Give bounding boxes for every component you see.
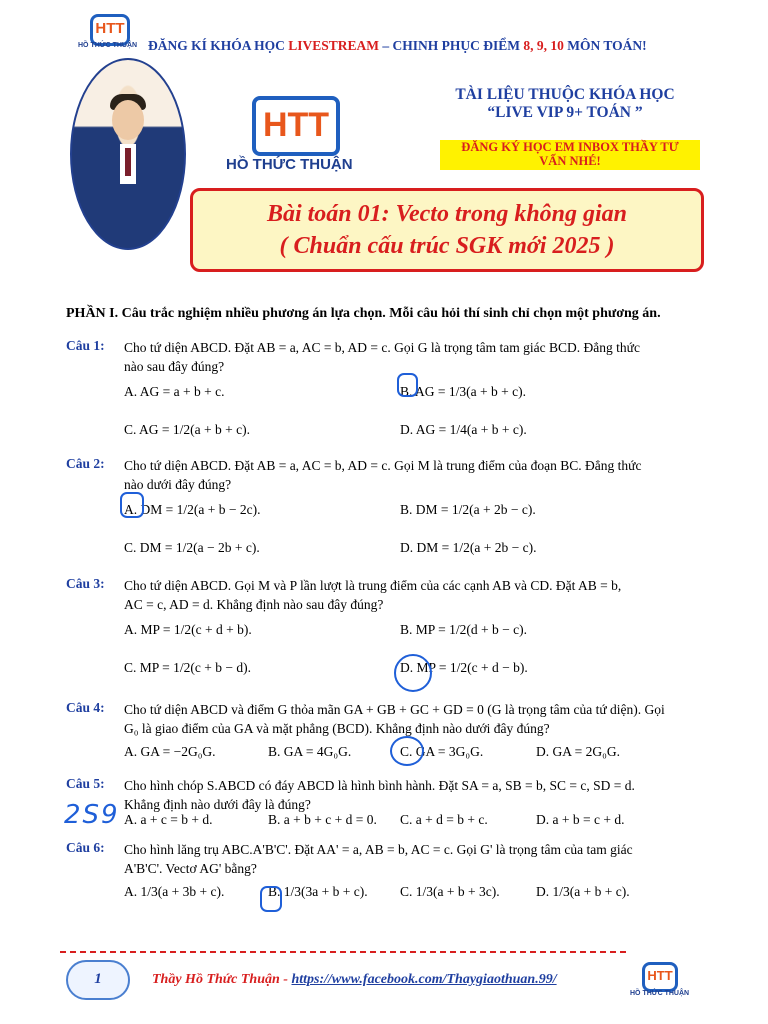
selected-answer-mark: [397, 373, 418, 397]
question-text-line: AC = c, AD = d. Khẳng định nào sau đây đúng?: [124, 597, 384, 612]
answer-option[interactable]: B. AG = 1/3(a + b + c).: [400, 384, 526, 399]
inbox-notice: ĐĂNG KÝ HỌC EM INBOX THẦY TƯ VẤN NHÉ!: [440, 140, 700, 170]
answer-option[interactable]: B. a + b + c + d = 0.: [268, 812, 377, 827]
question-text-line: Cho tứ diện ABCD. Gọi M và P lần lượt là trung điểm của các cạnh AB và CD. Đặt AB = b,: [124, 578, 622, 593]
question-text-line: A'B'C'. Vectơ AG' bằng?: [124, 861, 257, 876]
selected-answer-mark: [394, 654, 432, 692]
footer-divider: [60, 951, 626, 953]
answer-option[interactable]: C. GA = 3G₀G.: [400, 744, 484, 759]
answer-option[interactable]: A. DM = 1/2(a + b − 2c).: [124, 502, 261, 517]
footer-credit: Thầy Hồ Thức Thuận - https://www.facebook.com/Thaygiaothuan.99/: [152, 972, 557, 987]
page-number: 1: [66, 960, 130, 1000]
question-text-line: nào dưới đây đúng?: [124, 477, 232, 492]
answer-option[interactable]: B. 1/3(3a + b + c).: [268, 884, 368, 899]
question-label: Câu 4:: [66, 700, 105, 715]
question-text-line: nào sau đây đúng?: [124, 359, 225, 374]
answer-option[interactable]: A. AG = a + b + c.: [124, 384, 225, 399]
question-text-line: Cho tứ diện ABCD và điểm G thỏa mãn GA + GB + GC + GD = 0 (G là trọng tâm của tứ diện). Gọi: [124, 702, 665, 717]
answer-option[interactable]: D. MP = 1/2(c + d − b).: [400, 660, 528, 675]
answer-option[interactable]: C. MP = 1/2(c + b − d).: [124, 660, 251, 675]
answer-option[interactable]: B. MP = 1/2(d + b − c).: [400, 622, 527, 637]
main-logo: HTT: [252, 96, 340, 156]
answer-option[interactable]: C. 1/3(a + b + 3c).: [400, 884, 500, 899]
answer-option[interactable]: C. a + d = b + c.: [400, 812, 488, 827]
answer-option[interactable]: A. MP = 1/2(c + d + b).: [124, 622, 252, 637]
answer-option[interactable]: D. AG = 1/4(a + b + c).: [400, 422, 527, 437]
question-text-line: Cho hình lăng trụ ABC.A'B'C'. Đặt AA' = a, AB = b, AC = c. Gọi G' là trọng tâm của tam giác: [124, 842, 633, 857]
question-text-line: Cho hình chóp S.ABCD có đáy ABCD là hình bình hành. Đặt SA = a, SB = b, SC = c, SD = d.: [124, 778, 635, 793]
footer-logo: HTT: [642, 962, 678, 992]
document-title: TÀI LIỆU THUỘC KHÓA HỌC “LIVE VIP 9+ TOÁN ”: [455, 86, 675, 121]
question-label: Câu 3:: [66, 576, 105, 591]
question-text: [124, 840, 704, 878]
lesson-title: Bài toán 01: Vecto trong không gian: [266, 201, 628, 227]
part-heading: PHẦN I. Câu trắc nghiệm nhiều phương án lựa chọn. Mỗi câu hỏi thí sinh chỉ chọn một phương án.: [66, 306, 661, 321]
selected-answer-mark: [390, 736, 424, 766]
question-label: Câu 2:: [66, 456, 105, 471]
question-text-line: Cho tứ diện ABCD. Đặt AB = a, AC = b, AD = c. Gọi M là trung điểm của đoạn BC. Đẳng thức: [124, 458, 642, 473]
answer-option[interactable]: C. AG = 1/2(a + b + c).: [124, 422, 250, 437]
question-text: [124, 576, 704, 614]
course-banner: ĐĂNG KÍ KHÓA HỌC LIVESTREAM – CHINH PHỤC ĐIỂM 8, 9, 10 MÔN TOÁN!: [148, 38, 647, 53]
question-label: Câu 6:: [66, 840, 105, 855]
answer-option[interactable]: C. DM = 1/2(a − 2b + c).: [124, 540, 260, 555]
question-label: Câu 5:: [66, 776, 105, 791]
answer-option[interactable]: D. 1/3(a + b + c).: [536, 884, 630, 899]
facebook-link[interactable]: https://www.facebook.com/Thaygiaothuan.99/: [291, 972, 557, 987]
question-text: [124, 456, 704, 494]
answer-option[interactable]: B. DM = 1/2(a + 2b − c).: [400, 502, 536, 517]
question-label: Câu 1:: [66, 338, 105, 353]
lesson-subtitle: ( Chuẩn cấu trúc SGK mới 2025 ): [279, 233, 615, 259]
selected-answer-mark: [120, 492, 144, 518]
question-text-line: G₀ là giao điểm của GA và mặt phẳng (BCD). Khẳng định nào dưới đây đúng?: [124, 721, 550, 736]
answer-option[interactable]: D. a + b = c + d.: [536, 812, 625, 827]
handwritten-note: 2S9: [64, 800, 120, 830]
main-logo-caption: HỒ THỨC THUẬN: [226, 156, 353, 173]
question-text: [124, 776, 704, 814]
answer-option[interactable]: A. 1/3(a + 3b + c).: [124, 884, 225, 899]
selected-answer-mark: [260, 886, 282, 912]
question-text: [124, 338, 704, 376]
question-text: [124, 700, 704, 738]
small-logo: HTT: [90, 14, 130, 46]
footer-logo-caption: HỒ THỨC THUẬN: [630, 990, 690, 997]
answer-option[interactable]: B. GA = 4G₀G.: [268, 744, 352, 759]
small-logo-caption: HỒ THỨC THUẬN: [78, 42, 138, 49]
question-text-line: Khẳng định nào dưới đây là đúng?: [124, 797, 311, 812]
answer-option[interactable]: D. GA = 2G₀G.: [536, 744, 620, 759]
answer-option[interactable]: D. DM = 1/2(a + 2b − c).: [400, 540, 537, 555]
question-text-line: Cho tứ diện ABCD. Đặt AB = a, AC = b, AD = c. Gọi G là trọng tâm tam giác BCD. Đẳng thức: [124, 340, 640, 355]
lesson-title-box: [190, 188, 704, 272]
teacher-photo: [70, 58, 186, 250]
answer-option[interactable]: A. a + c = b + d.: [124, 812, 213, 827]
answer-option[interactable]: A. GA = −2G₀G.: [124, 744, 216, 759]
